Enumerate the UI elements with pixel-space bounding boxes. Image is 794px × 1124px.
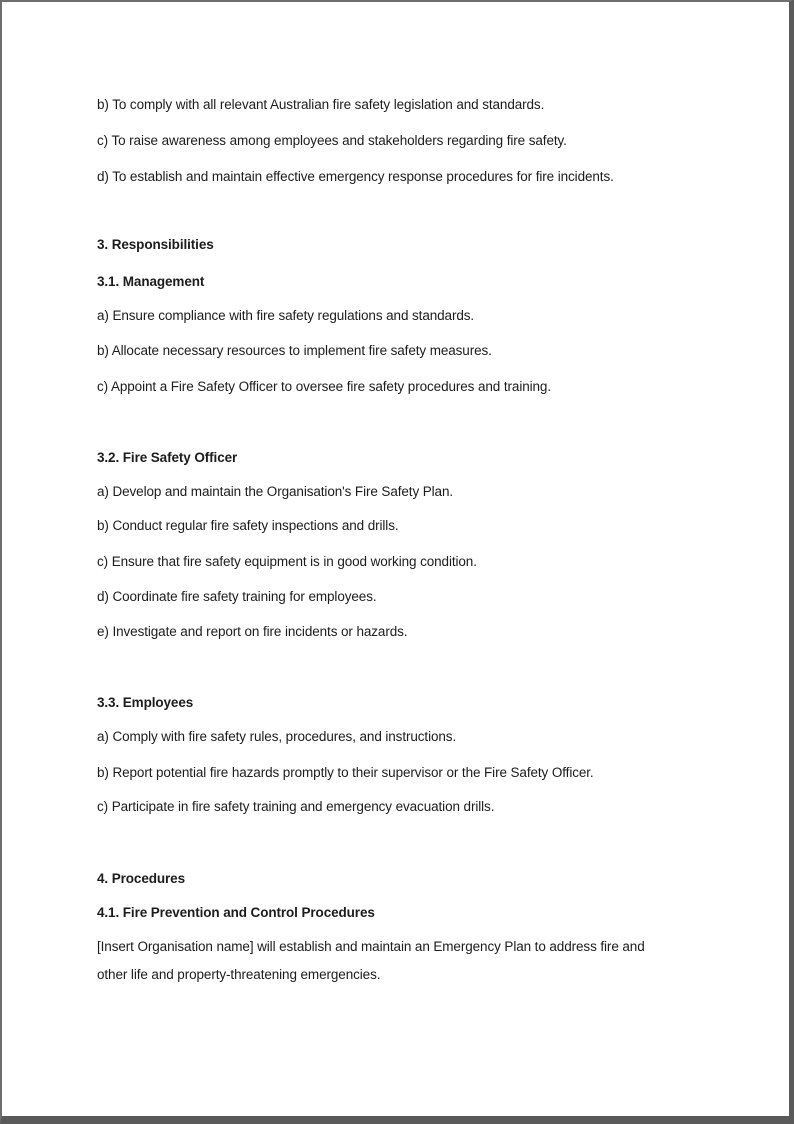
- management-item-b: b) Allocate necessary resources to implement fire safety measures.: [97, 343, 492, 358]
- objective-c: c) To raise awareness among employees and stakeholders regarding fire safety.: [97, 133, 567, 148]
- objective-b: b) To comply with all relevant Australian fire safety legislation and standards.: [97, 97, 545, 112]
- employees-item-c: c) Participate in fire safety training and emergency evacuation drills.: [97, 799, 495, 814]
- subsection-heading-fire-safety-officer: 3.2. Fire Safety Officer: [97, 450, 238, 465]
- fire-prevention-paragraph-line-1: [Insert Organisation name] will establish and maintain an Emergency Plan to address fire and: [97, 939, 645, 954]
- objective-d: d) To establish and maintain effective emergency response procedures for fire incidents.: [97, 169, 614, 184]
- section-heading-responsibilities: 3. Responsibilities: [97, 237, 214, 252]
- fire-prevention-paragraph-line-2: other life and property-threatening emergencies.: [97, 967, 381, 982]
- fso-item-d: d) Coordinate fire safety training for employees.: [97, 589, 377, 604]
- management-item-a: a) Ensure compliance with fire safety regulations and standards.: [97, 308, 475, 323]
- fso-item-e: e) Investigate and report on fire incidents or hazards.: [97, 624, 408, 639]
- fso-item-c: c) Ensure that fire safety equipment is in good working condition.: [97, 554, 477, 569]
- employees-item-a: a) Comply with fire safety rules, procedures, and instructions.: [97, 729, 457, 744]
- subsection-heading-management: 3.1. Management: [97, 274, 205, 289]
- management-item-c: c) Appoint a Fire Safety Officer to oversee fire safety procedures and training.: [97, 379, 551, 394]
- subsection-heading-employees: 3.3. Employees: [97, 695, 194, 710]
- subsection-heading-fire-prevention: 4.1. Fire Prevention and Control Procedures: [97, 905, 375, 920]
- fso-item-a: a) Develop and maintain the Organisation's Fire Safety Plan.: [97, 484, 454, 499]
- fso-item-b: b) Conduct regular fire safety inspections and drills.: [97, 518, 399, 533]
- section-heading-procedures: 4. Procedures: [97, 871, 185, 886]
- employees-item-b: b) Report potential fire hazards promptly to their supervisor or the Fire Safety Officer.: [97, 765, 594, 780]
